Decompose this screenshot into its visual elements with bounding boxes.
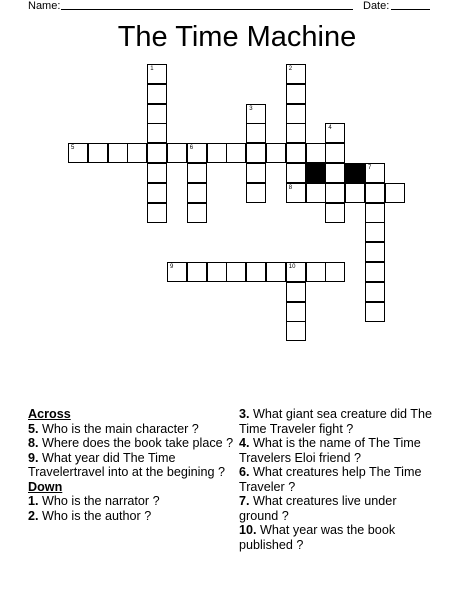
grid-cell[interactable] [365,183,385,203]
grid-cell[interactable] [286,262,306,282]
grid-cell[interactable] [365,203,385,223]
grid-cell[interactable] [365,262,385,282]
grid-cell[interactable] [187,203,207,223]
down-heading: Down [28,479,63,494]
grid-cell[interactable] [325,163,345,183]
grid-cell[interactable] [127,143,147,163]
clue-down-6: 6. What creatures help The Time Traveler ? [239,465,422,494]
clue-across-5: 5. Who is the main character ? [28,421,199,436]
date-label: Date: [363,0,390,12]
clue-down-10: 10. What year was the book published ? [239,523,396,552]
clues-left-column [28,407,238,523]
grid-cell[interactable] [286,163,306,183]
clue-across-8: 8. Where does the book take place ? [28,436,234,450]
grid-cell-number: 1 [150,66,154,72]
grid-cell[interactable] [167,262,187,282]
grid-cell[interactable] [365,222,385,242]
grid-cell[interactable] [226,143,246,163]
grid-cell[interactable] [187,143,207,163]
grid-cell[interactable] [306,262,326,282]
grid-cell[interactable] [286,302,306,322]
grid-cell[interactable] [325,262,345,282]
grid-cell[interactable] [246,123,266,143]
grid-cell[interactable] [306,183,326,203]
grid-block-cell [345,163,365,183]
clues-right-column [239,407,434,552]
grid-cell[interactable] [147,163,167,183]
grid-cell[interactable] [147,104,167,124]
grid-cell[interactable] [187,262,207,282]
clue-across-9: 9. What year did The Time Travelertravel into at the begining ? [28,450,225,479]
grid-cell[interactable] [246,163,266,183]
grid-cell-number: 9 [170,264,174,270]
grid-cell[interactable] [207,143,227,163]
grid-cell[interactable] [147,123,167,143]
grid-cell-number: 2 [288,66,293,72]
grid-cell[interactable] [147,203,167,223]
grid-cell-number: 5 [71,145,75,152]
grid-cell[interactable] [246,262,266,282]
grid-cell[interactable] [385,183,405,203]
page-title: The Time Machine [117,21,357,53]
grid-cell[interactable] [147,183,167,203]
grid-cell[interactable] [88,143,108,163]
grid-cell-number: 10 [288,264,296,270]
grid-cell-number: 6 [189,145,194,152]
name-label: Name: [28,0,61,12]
grid-cell[interactable] [266,262,286,282]
grid-cell[interactable] [246,104,266,124]
grid-cell[interactable] [246,183,266,203]
grid-cell[interactable] [226,262,246,282]
grid-cell[interactable] [167,143,187,163]
grid-cell-number: 4 [328,125,332,132]
grid-cell[interactable] [286,143,306,163]
grid-cell[interactable] [68,143,88,163]
grid-block-cell [306,163,326,183]
grid-cell[interactable] [365,242,385,262]
grid-cell[interactable] [286,282,306,302]
grid-cell[interactable] [286,84,306,104]
grid-cell[interactable] [286,183,306,203]
grid-cell[interactable] [147,84,167,104]
grid-cell[interactable] [207,262,227,282]
grid-cell[interactable] [365,163,385,183]
grid-cell[interactable] [108,143,128,163]
grid-cell-number: 8 [288,184,293,191]
grid-cell[interactable] [286,123,306,143]
grid-cell[interactable] [325,143,345,163]
grid-cell[interactable] [286,321,306,341]
grid-cell[interactable] [187,183,207,203]
grid-cell[interactable] [345,183,365,203]
across-heading: Across [28,407,71,421]
grid-cell[interactable] [325,183,345,203]
clue-down-1: 1. Who is the narrator ? [28,494,160,508]
grid-cell[interactable] [325,123,345,143]
grid-cell-number: 3 [249,105,253,112]
clue-down-3: 3. What giant sea creature did The Time Traveler fight ? [239,407,432,436]
grid-cell[interactable] [246,143,266,163]
clue-down-7: 7. What creatures live under ground ? [239,494,397,523]
grid-cell[interactable] [325,203,345,223]
grid-cell[interactable] [147,143,167,163]
grid-cell[interactable] [266,143,286,163]
grid-cell-number: 7 [368,165,372,171]
grid-cell[interactable] [286,64,306,84]
clue-down-2: 2. Who is the author ? [28,508,152,523]
grid-cell[interactable] [365,302,385,322]
grid-cell[interactable] [306,143,326,163]
grid-cell[interactable] [187,163,207,183]
grid-cell[interactable] [365,282,385,302]
clue-down-4: 4. What is the name of The Time Travelers Eloi friend ? [239,436,421,465]
grid-cell[interactable] [147,64,167,84]
grid-cell[interactable] [286,104,306,124]
